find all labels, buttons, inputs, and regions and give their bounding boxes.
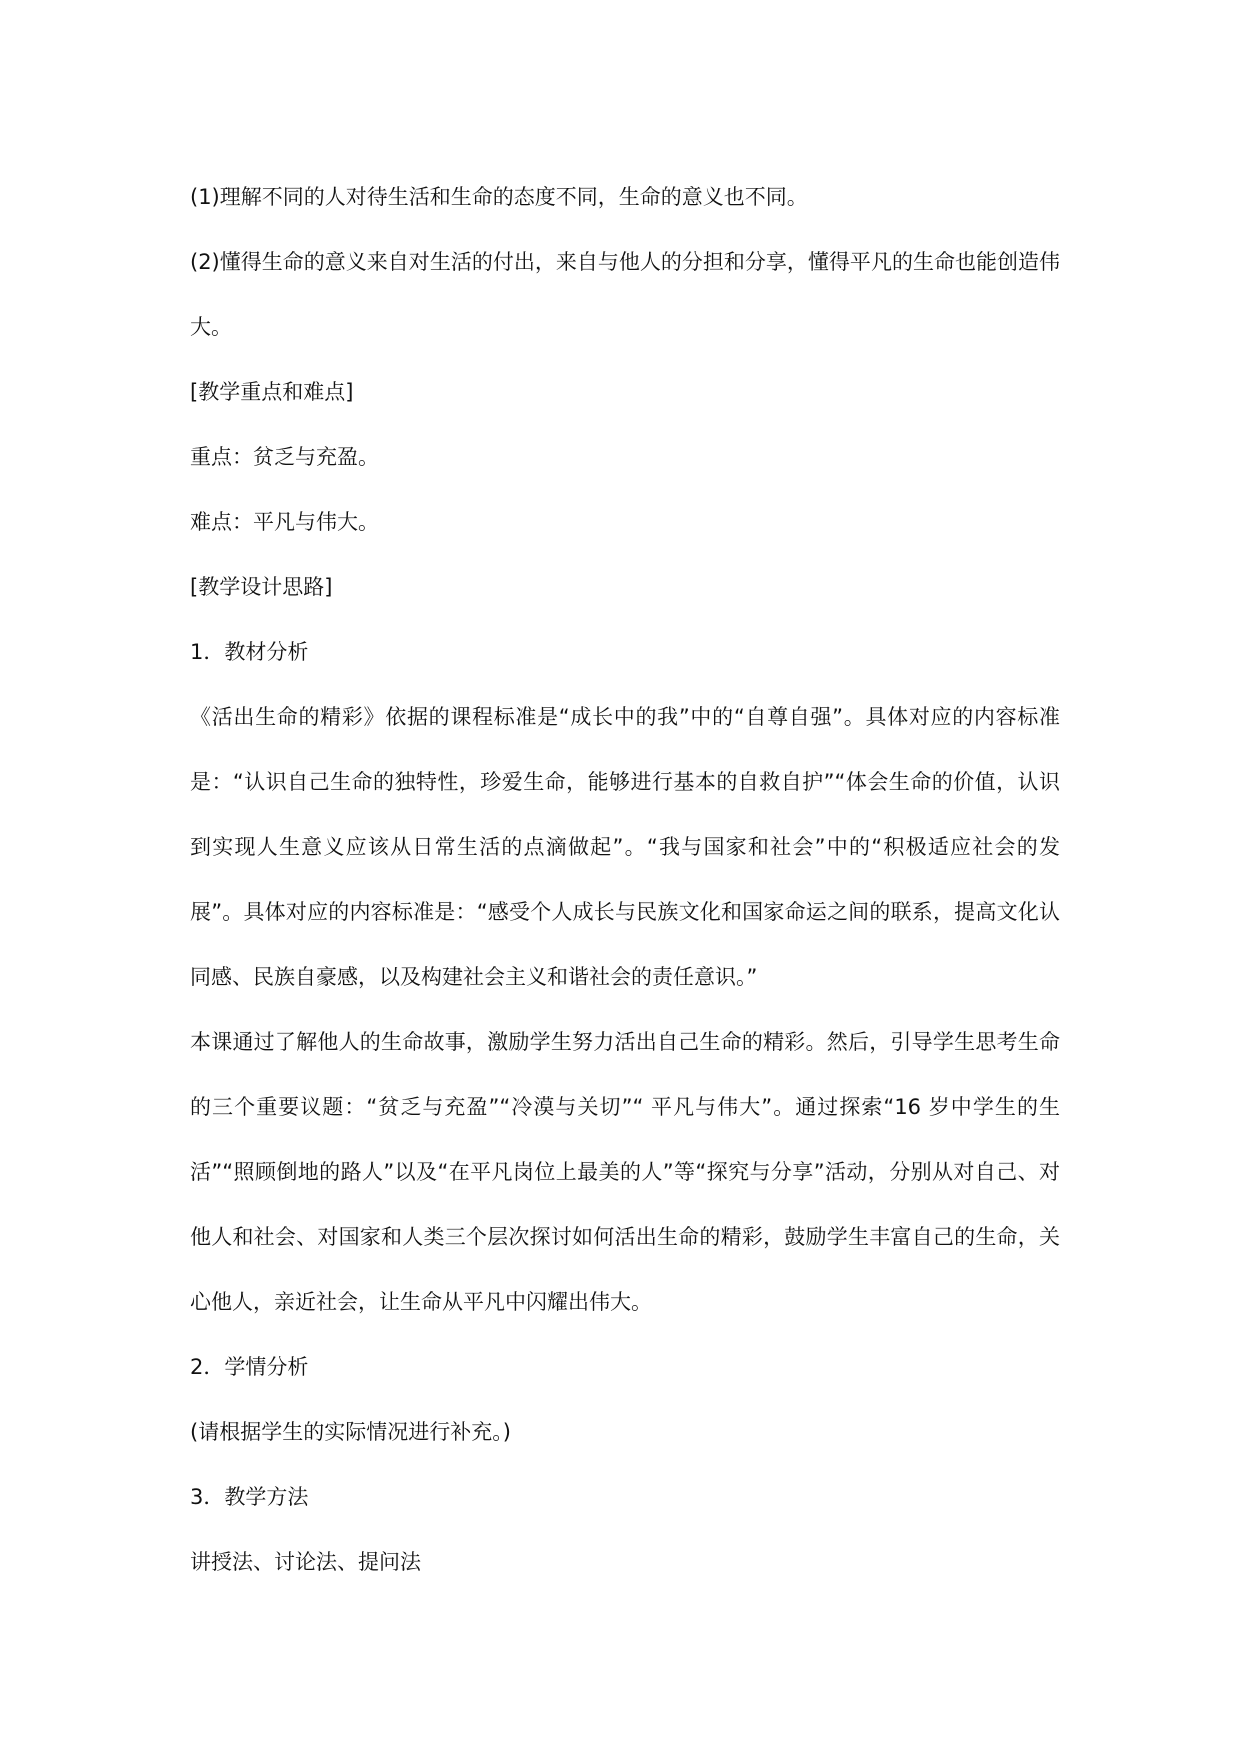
section-heading-key-points: [教学重点和难点] [190,380,354,404]
student-analysis-note: (请根据学生的实际情况进行补充。) [190,1420,511,1444]
objective-2: (2)懂得生命的意义来自对生活的付出，来自与他人的分担和分享，懂得平凡的生命也能创造伟大。 [190,250,1060,339]
subheading-textbook-analysis: 1．教材分析 [190,640,309,664]
document-body [190,165,1060,1595]
lesson-overview-paragraph: 本课通过了解他人的生命故事，激励学生努力活出自己生命的精彩。然后，引导学生思考生命的三个重要议题：“贫乏与充盈”“冷漠与关切”“ 平凡与伟大”。通过探索“16 岁中学生的生活”“照顾倒地的路人”以及“在平凡岗位上最美的人”等“探究与分享”活动，分别从对自己、对他人和社会、对国家和人类三个层次探讨如何活出生命的精彩，鼓励学生丰富自己的生命，关心他人，亲近社会，让生命从平凡中闪耀出伟大。 [190,1030,1060,1314]
subheading-student-analysis: 2．学情分析 [190,1355,309,1379]
difficult-point: 难点：平凡与伟大。 [190,510,379,534]
objective-1: (1)理解不同的人对待生活和生命的态度不同，生命的意义也不同。 [190,185,808,209]
teaching-methods: 讲授法、讨论法、提问法 [190,1550,421,1574]
key-point: 重点：贫乏与充盈。 [190,445,379,469]
section-heading-design: [教学设计思路] [190,575,333,599]
subheading-teaching-methods: 3．教学方法 [190,1485,309,1509]
textbook-analysis-paragraph: 《活出生命的精彩》依据的课程标准是“成长中的我”中的“自尊自强”。具体对应的内容标准是：“认识自己生命的独特性，珍爱生命，能够进行基本的自救自护”“体会生命的价值，认识到实现人生意义应该从日常生活的点滴做起”。“我与国家和社会”中的“积极适应社会的发展”。具体对应的内容标准是：“感受个人成长与民族文化和国家命运之间的联系，提高文化认同感、民族自豪感，以及构建社会主义和谐社会的责任意识。” [190,705,1060,989]
